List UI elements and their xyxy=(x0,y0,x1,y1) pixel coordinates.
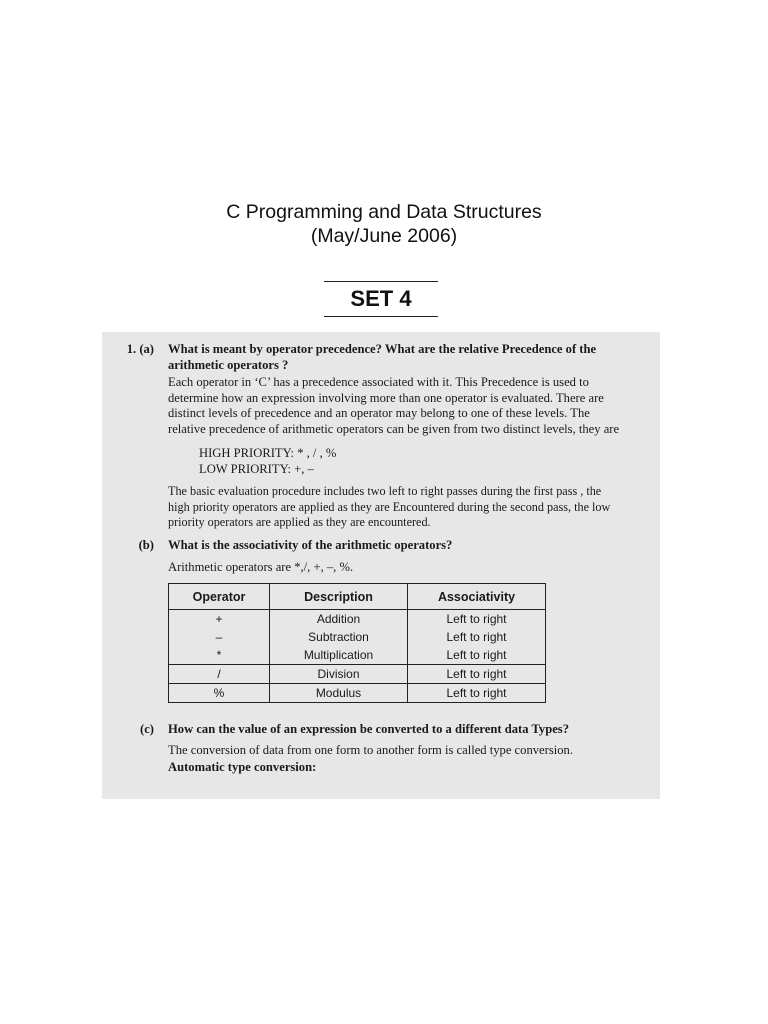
answer-a-paragraph xyxy=(168,375,656,437)
answer-a-line: determine how an expression involving more than one operator is evaluated. There are xyxy=(168,390,604,405)
table-cell: Left to right xyxy=(408,628,546,646)
table-row xyxy=(169,684,546,703)
question-a-line-2: arithmetic operators ? xyxy=(168,358,289,372)
table-cell: + xyxy=(169,610,270,629)
table-cell: Division xyxy=(270,665,408,684)
table-row xyxy=(169,646,546,665)
answer-b-intro: Arithmetic operators are *,/, +, –, %. xyxy=(168,560,354,574)
table-cell: Multiplication xyxy=(270,646,408,665)
question-a-line-1: What is meant by operator precedence? What are the relative Precedence of the xyxy=(168,342,597,356)
part-c-label: (c) xyxy=(140,722,154,736)
table-row xyxy=(169,610,546,629)
title-line-2: (May/June 2006) xyxy=(310,225,458,247)
evaluation-paragraph xyxy=(168,484,656,531)
automatic-conversion-heading: Automatic type conversion: xyxy=(168,760,317,774)
table-cell: Modulus xyxy=(270,684,408,703)
title-line-1: C Programming and Data Structures xyxy=(226,201,542,223)
table-cell: Addition xyxy=(270,610,408,629)
table-cell: – xyxy=(169,628,270,646)
table-header-associativity: Associativity xyxy=(408,584,546,610)
set-label: SET 4 xyxy=(350,286,412,311)
answer-a-line: distinct levels of precedence and an operator may belong to one of these levels. The xyxy=(168,406,590,421)
low-priority-line: LOW PRIORITY: +, – xyxy=(199,462,314,476)
table-cell: / xyxy=(169,665,270,684)
table-cell: % xyxy=(169,684,270,703)
table-cell: * xyxy=(169,646,270,665)
question-number: 1. (a) xyxy=(126,342,154,356)
evaluation-line: high priority operators are applied as they are Encountered during the second pass, the low xyxy=(168,499,611,514)
table-header-description: Description xyxy=(270,584,408,610)
question-c: How can the value of an expression be converted to a different data Types? xyxy=(168,722,570,736)
table-cell: Left to right xyxy=(408,610,546,629)
table-header-operator: Operator xyxy=(169,584,270,610)
associativity-table xyxy=(168,583,546,703)
evaluation-line: The basic evaluation procedure includes two left to right passes during the first pass , the xyxy=(168,484,602,498)
question-b: What is the associativity of the arithmetic operators? xyxy=(168,538,453,552)
table-cell: Left to right xyxy=(408,684,546,703)
high-priority-line: HIGH PRIORITY: * , / , % xyxy=(199,446,337,460)
table-row xyxy=(169,665,546,684)
table-row xyxy=(169,628,546,646)
answer-c: The conversion of data from one form to another form is called type conversion. xyxy=(168,743,573,757)
table-cell: Subtraction xyxy=(270,628,408,646)
evaluation-line: priority operators are applied as they are encountered. xyxy=(168,515,431,530)
part-b-label: (b) xyxy=(138,538,154,552)
document-title xyxy=(0,200,768,248)
set-bottom-rule xyxy=(324,316,438,317)
set-top-rule xyxy=(324,281,438,282)
table-header-row xyxy=(169,584,546,610)
table-cell: Left to right xyxy=(408,665,546,684)
answer-a-line: Each operator in ‘C’ has a precedence associated with it. This Precedence is used to xyxy=(168,375,589,389)
answer-a-line: relative precedence of arithmetic operators can be given from two distinct levels, they are xyxy=(168,421,620,436)
table-cell: Left to right xyxy=(408,646,546,665)
